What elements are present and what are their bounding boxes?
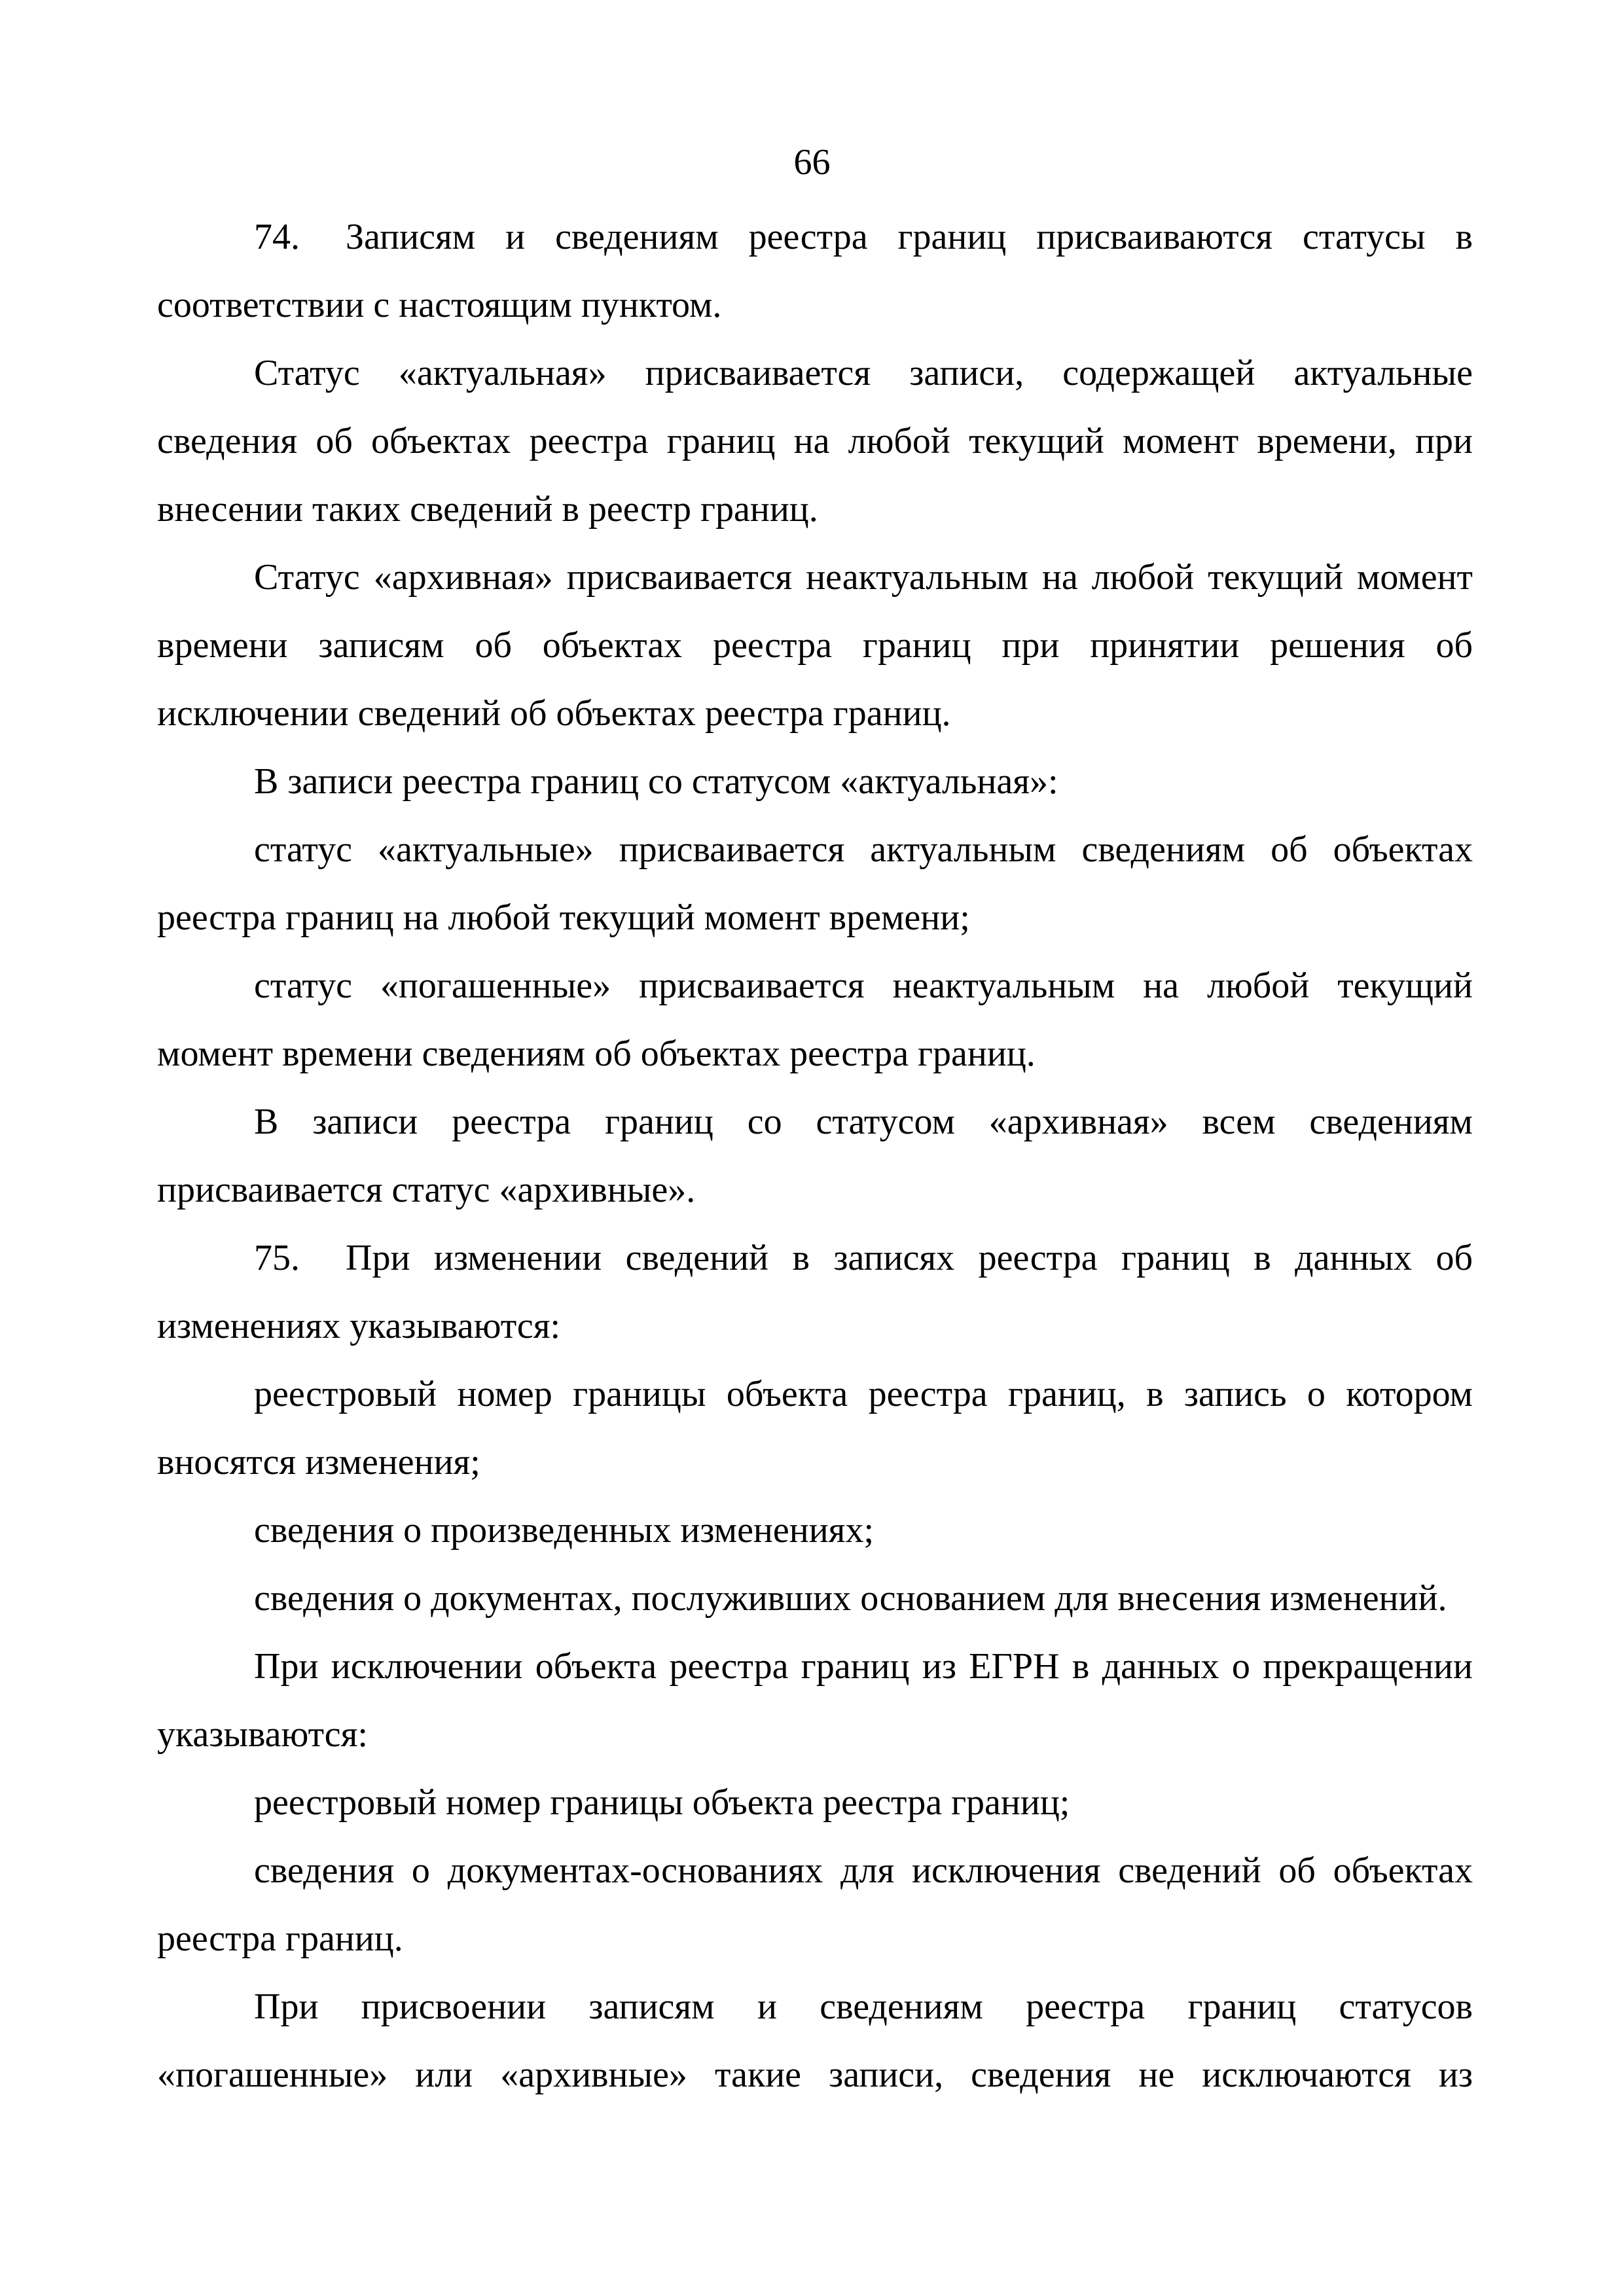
paragraph [157, 1088, 1473, 1224]
clause-number-74: 74. [254, 217, 300, 257]
paragraph-text: статус «актуальные» присваивается актуальным сведениям об объектах реестра границ на любой текущий момент времени; [157, 829, 1473, 938]
paragraph-text: реестровый номер границы объекта реестра границ, в запись о котором вносятся изменения; [157, 1374, 1473, 1482]
paragraph-text: сведения о документах-основаниях для исключения сведений об объектах реестра границ. [157, 1850, 1473, 1959]
clause-number-75: 75. [254, 1238, 300, 1278]
paragraph-text: реестровый номер границы объекта реестра границ; [254, 1782, 1070, 1823]
page-number: 66 [793, 142, 831, 183]
paragraph [157, 339, 1473, 543]
paragraph [157, 1496, 1473, 1564]
paragraph [157, 747, 1473, 816]
paragraph-text: Записям и сведениям реестра границ присваиваются статусы в соответствии с настоящим пунктом. [157, 217, 1473, 325]
paragraph-text: При изменении сведений в записях реестра границ в данных об изменениях указываются: [157, 1238, 1473, 1346]
paragraph [157, 543, 1473, 747]
paragraph-text: сведения о произведенных изменениях; [254, 1510, 874, 1551]
paragraph [157, 1564, 1473, 1632]
paragraph-text: Статус «архивная» присваивается неактуальным на любой текущий момент времени записям об объектах реестра границ при принятии решения об исключении сведений об объектах реестра границ. [157, 557, 1473, 734]
paragraph-text: При исключении объекта реестра границ из ЕГРН в данных о прекращении указываются: [157, 1646, 1473, 1755]
paragraph [157, 952, 1473, 1088]
paragraph-text: Статус «актуальная» присваивается записи, содержащей актуальные сведения об объектах реестра границ на любой текущий момент времени, при внесении таких сведений в реестр границ. [157, 353, 1473, 529]
paragraph [157, 1632, 1473, 1768]
paragraph [157, 816, 1473, 952]
paragraph-text: В записи реестра границ со статусом «архивная» всем сведениям присваивается статус «архивные». [157, 1102, 1473, 1210]
paragraph [157, 1837, 1473, 1973]
paragraph [157, 1973, 1473, 2109]
document-body [157, 203, 1473, 2109]
paragraph-text: сведения о документах, послуживших основанием для внесения изменений. [254, 1578, 1447, 1619]
paragraph [157, 1360, 1473, 1496]
paragraph [157, 1768, 1473, 1837]
paragraph-text: При присвоении записям и сведениям реестра границ статусов «погашенные» или «архивные» такие записи, сведения не исключаются из [157, 1986, 1473, 2095]
paragraph-text: В записи реестра границ со статусом «актуальная»: [254, 761, 1058, 802]
paragraph-74 [157, 203, 1473, 339]
paragraph-text: статус «погашенные» присваивается неактуальным на любой текущий момент времени сведениям об объектах реестра границ. [157, 965, 1473, 1074]
paragraph-75 [157, 1224, 1473, 1360]
